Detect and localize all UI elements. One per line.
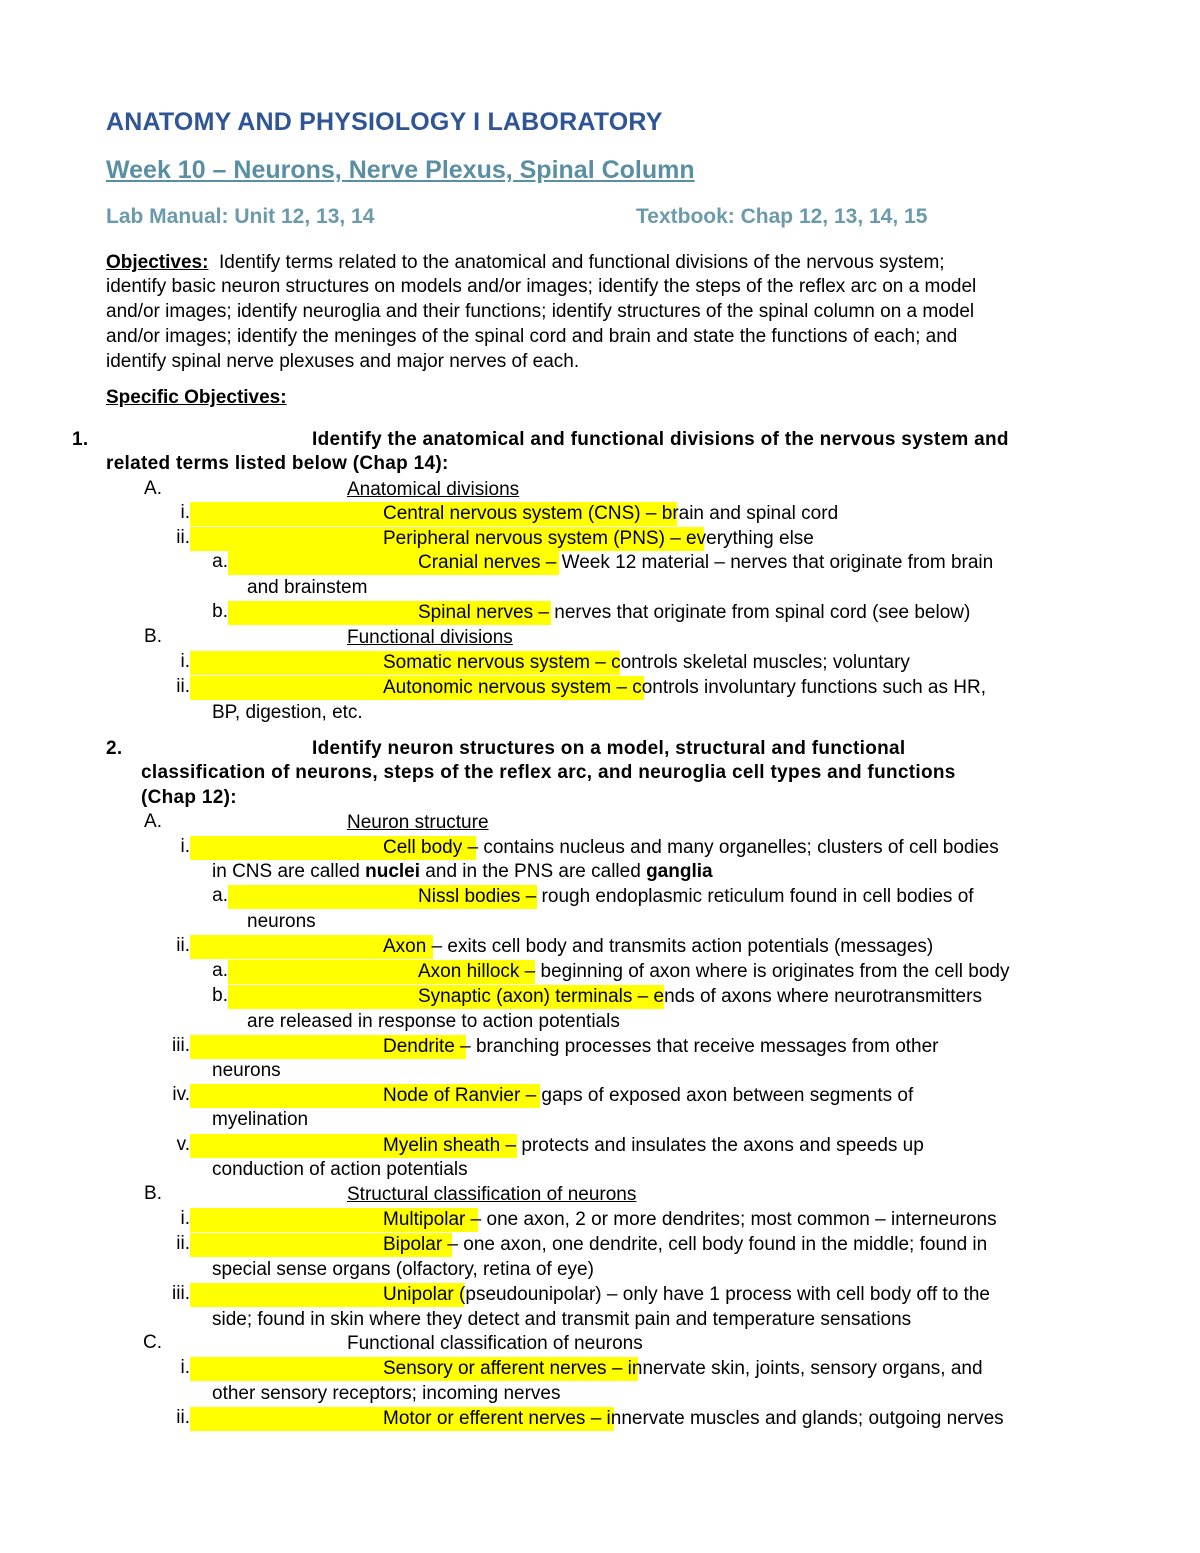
s2-Bii-marker: ii. [176, 1233, 190, 1254]
s1-Bi-marker: i. [180, 651, 190, 672]
s2-Aiia-item: Axon hillock – beginning of axon where is originates from the cell body [418, 961, 1010, 982]
s1-B-marker: B. [144, 626, 162, 647]
objectives-line-3: and/or images; identify neuroglia and their functions; identify structures of the spinal column on a model [106, 301, 975, 322]
s2-Ai-item: Cell body – contains nucleus and many organelles; clusters of cell bodies [383, 837, 999, 858]
s1-A-label: Anatomical divisions [347, 479, 520, 500]
s2-Av-item: Myelin sheath – protects and insulates the axons and speeds up [383, 1135, 924, 1156]
s2-Av-cont: conduction of action potentials [212, 1159, 468, 1180]
s1-Bii-marker: ii. [176, 676, 190, 697]
textbook-reference: Textbook: Chap 12, 13, 14, 15 [636, 205, 928, 228]
s2-Aiib-marker: b. [212, 985, 228, 1006]
s2-Bi-item: Multipolar – one axon, 2 or more dendrites; most common – interneurons [383, 1209, 997, 1230]
s2-Ai-cont: in CNS are called nuclei and in the PNS are called ganglia [212, 861, 713, 882]
s1-B-label: Functional divisions [347, 627, 513, 648]
s1-Aiia-marker: a. [212, 551, 228, 572]
s2-Aii-item: Axon – exits cell body and transmits action potentials (messages) [383, 936, 934, 957]
s2-Aiii-marker: iii. [172, 1035, 190, 1056]
s1-Bii-item: Autonomic nervous system – controls involuntary functions such as HR, [383, 677, 986, 698]
s1-Aiia-cont: and brainstem [247, 577, 368, 598]
s2-Aiia-marker: a. [212, 960, 228, 981]
s2-Biii-item: Unipolar (pseudounipolar) – only have 1 process with cell body off to the [383, 1284, 990, 1305]
s2-Av-marker: v. [176, 1134, 190, 1155]
s2-Aiv-cont: myelination [212, 1109, 309, 1130]
s2-Aia-item: Nissl bodies – rough endoplasmic reticulum found in cell bodies of [418, 886, 974, 907]
s2-Biii-marker: iii. [172, 1283, 190, 1304]
s2-Aia-marker: a. [212, 885, 228, 906]
s2-Cii-marker: ii. [176, 1407, 190, 1428]
section-2-heading-cont: classification of neurons, steps of the reflex arc, and neuroglia cell types and functions [141, 762, 956, 783]
s2-Bi-marker: i. [180, 1208, 190, 1229]
s2-B-marker: B. [144, 1183, 162, 1204]
s2-Aii-marker: ii. [176, 935, 190, 956]
s2-A-label: Neuron structure [347, 812, 489, 833]
s1-Bi-item: Somatic nervous system – controls skeletal muscles; voluntary [383, 652, 910, 673]
s2-Aiii-item: Dendrite – branching processes that receive messages from other [383, 1036, 939, 1057]
s2-Aiv-item: Node of Ranvier – gaps of exposed axon between segments of [383, 1085, 914, 1106]
s2-Biii-cont: side; found in skin where they detect and transmit pain and temperature sensations [212, 1309, 912, 1330]
objectives-line-2: identify basic neuron structures on models and/or images; identify the steps of the reflex arc on a model [106, 276, 977, 297]
objectives-line-1: Objectives: Identify terms related to the anatomical and functional divisions of the nervous system; [106, 252, 945, 273]
lab-manual-reference: Lab Manual: Unit 12, 13, 14 [106, 205, 375, 228]
s2-Bii-cont: special sense organs (olfactory, retina of eye) [212, 1259, 594, 1280]
objectives-line-4: and/or images; identify the meninges of the spinal cord and brain and state the functions of each; and [106, 326, 958, 347]
s2-Ci-cont: other sensory receptors; incoming nerves [212, 1383, 561, 1404]
s2-C-marker: C. [143, 1332, 162, 1353]
s1-A-marker: A. [144, 478, 162, 499]
s2-Ci-marker: i. [180, 1357, 190, 1378]
s1-Aii-item: Peripheral nervous system (PNS) – everything else [383, 528, 814, 549]
s2-A-marker: A. [144, 811, 162, 832]
s1-Ai-marker: i. [180, 502, 190, 523]
section-1-heading: Identify the anatomical and functional divisions of the nervous system and [312, 429, 1009, 450]
s2-Bii-item: Bipolar – one axon, one dendrite, cell body found in the middle; found in [383, 1234, 988, 1255]
s1-Aiib-item: Spinal nerves – nerves that originate from spinal cord (see below) [418, 602, 971, 623]
section-1-heading-cont: related terms listed below (Chap 14): [106, 453, 449, 474]
objectives-line-5: identify spinal nerve plexuses and major nerves of each. [106, 351, 580, 372]
s2-Aiii-cont: neurons [212, 1060, 281, 1081]
section-2-number: 2. [106, 738, 123, 759]
specific-objectives-label: Specific Objectives: [106, 387, 287, 408]
s2-Aia-cont: neurons [247, 911, 316, 932]
s2-Aiib-cont: are released in response to action potentials [247, 1011, 620, 1032]
s1-Aiib-marker: b. [212, 601, 228, 622]
section-2-heading-cont-2: (Chap 12): [141, 787, 237, 808]
s2-Cii-item: Motor or efferent nerves – innervate muscles and glands; outgoing nerves [383, 1408, 1004, 1429]
s1-Aiia-item: Cranial nerves – Week 12 material – nerves that originate from brain [418, 552, 994, 573]
s2-Aiib-item: Synaptic (axon) terminals – ends of axons where neurotransmitters [418, 986, 982, 1007]
week-heading: Week 10 – Neurons, Nerve Plexus, Spinal Column [106, 156, 695, 184]
s2-Ci-item: Sensory or afferent nerves – innervate skin, joints, sensory organs, and [383, 1358, 983, 1379]
objectives-label: Objectives: [106, 252, 209, 273]
s1-Bii-cont: BP, digestion, etc. [212, 702, 363, 723]
section-2-heading: Identify neuron structures on a model, structural and functional [312, 738, 906, 759]
s1-Ai-item: Central nervous system (CNS) – brain and spinal cord [383, 503, 839, 524]
s1-Aii-marker: ii. [176, 527, 190, 548]
s2-B-label: Structural classification of neurons [347, 1184, 637, 1205]
s2-Aiv-marker: iv. [172, 1084, 190, 1105]
document-title: ANATOMY AND PHYSIOLOGY I LABORATORY [106, 108, 663, 136]
section-1-number: 1. [72, 429, 89, 450]
s2-C-label: Functional classification of neurons [347, 1333, 643, 1354]
s2-Ai-marker: i. [180, 836, 190, 857]
